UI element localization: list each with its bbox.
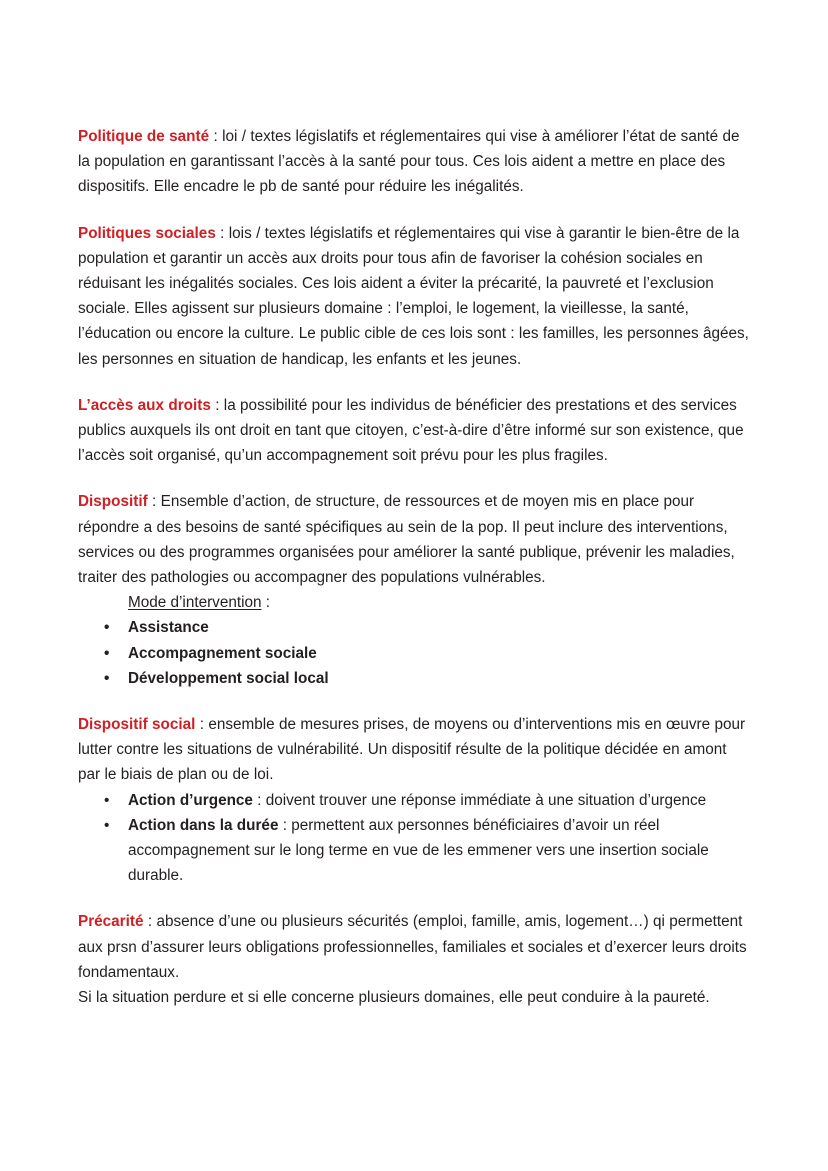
body-politiques-sociales: lois / textes législatifs et réglementaires qui vise à garantir le bien-être de la population et garantir un accès aux droits pour tous afin de favoriser la cohésion sociales en réduisant les inégalités sociales. Ces lois aident a éviter la précarité, la pauvreté et l’exclusion sociale. Elles agissent sur plusieurs domaine : l’emploi, le logement, la vieillesse, la santé, l’éducation ou encore la culture. Le public cible de ces lois sont : les familles, les personnes âgées, les personnes en situation de handicap, les enfants et les jeunes. (78, 224, 749, 368)
list-item-text: permettent aux personnes bénéficiaires d’avoir un réel accompagnement sur le long terme en vue de les emmener vers une insertion sociale durable. (128, 816, 709, 885)
body-politique-de-sante: loi / textes législatifs et réglementaires qui vise à améliorer l’état de santé de la population en garantissant l’accès à la santé pour tous. Ces lois aident a mettre en place des dispositifs. Elle encadre le pb de santé pour réduire les inégalités. (78, 128, 740, 196)
definition-acces-aux-droits (78, 393, 750, 469)
dispositif-social-list (78, 788, 750, 889)
separator-dispositif-social: : (195, 716, 209, 734)
term-politique-de-sante: Politique de santé (78, 128, 210, 145)
definition-precarite (78, 909, 750, 985)
mode-intervention-heading-label: Mode d’intervention (128, 594, 262, 612)
term-dispositif-social: Dispositif social (78, 716, 196, 734)
list-item: • Assistance (78, 615, 750, 640)
list-item (78, 813, 750, 889)
body-dispositif-social: ensemble de mesures prises, de moyens ou d’interventions mis en œuvre pour lutter contre les situations de vulnérabilité. Un dispositif résulte de la politique décidée en amont par le biais de plan ou de loi. (78, 716, 746, 784)
body-precarite: absence d’une ou plusieurs sécurités (emploi, famille, amis, logement…) qi permettent aux prsn d’assurer leurs obligations professionnelles, familiales et sociales et d’exercer leurs droits fondamentaux. (78, 913, 747, 981)
separator-precarite: : (143, 913, 157, 931)
body-acces-aux-droits: la possibilité pour les individus de bénéficier des prestations et des services publics auxquels ils ont droit en tant que citoyen, c’est-à-dire d’être informé sur son existence, que l’accès soit organisé, qu’un accompagnement soit prévu pour les plus fragiles. (78, 396, 744, 465)
list-item-lead: Action d’urgence (128, 791, 253, 809)
separator-2: : (210, 396, 224, 414)
term-precarite: Précarité (78, 913, 144, 931)
list-item-lead: Action dans la durée (128, 816, 279, 834)
list-item: • Développement social local (78, 666, 750, 691)
mode-intervention-heading-suffix: : (261, 594, 271, 612)
document-body (78, 124, 750, 1010)
definition-politique-de-sante (78, 124, 750, 200)
definition-dispositif (78, 489, 750, 590)
list-item: • Accompagnement sociale (78, 641, 750, 666)
definition-politiques-sociales (78, 221, 750, 372)
separator-0: : (209, 128, 223, 145)
precarite-closing: Si la situation perdure et si elle concerne plusieurs domaines, elle peut conduire à la paureté. (78, 989, 710, 1007)
separator-1: : (215, 224, 229, 242)
mode-intervention-heading (78, 590, 750, 615)
mode-intervention-list (78, 615, 750, 691)
term-politiques-sociales: Politiques sociales (78, 224, 216, 242)
term-dispositif: Dispositif (78, 493, 148, 511)
list-item-separator: : (278, 816, 292, 834)
body-dispositif: Ensemble d’action, de structure, de ressources et de moyen mis en place pour répondre a des besoins de santé spécifiques au sein de la pop. Il peut inclure des interventions, services ou des programmes organisées pour améliorer la santé publique, prévenir les maladies, traiter des pathologies ou accompagner des populations vulnérables. (78, 493, 735, 587)
list-item-text: doivent trouver une réponse immédiate à une situation d’urgence (265, 791, 707, 809)
separator-3: : (147, 493, 161, 511)
list-item-separator: : (252, 791, 266, 809)
definition-dispositif-social (78, 712, 750, 788)
term-acces-aux-droits: L’accès aux droits (78, 396, 211, 414)
list-item (78, 788, 750, 813)
